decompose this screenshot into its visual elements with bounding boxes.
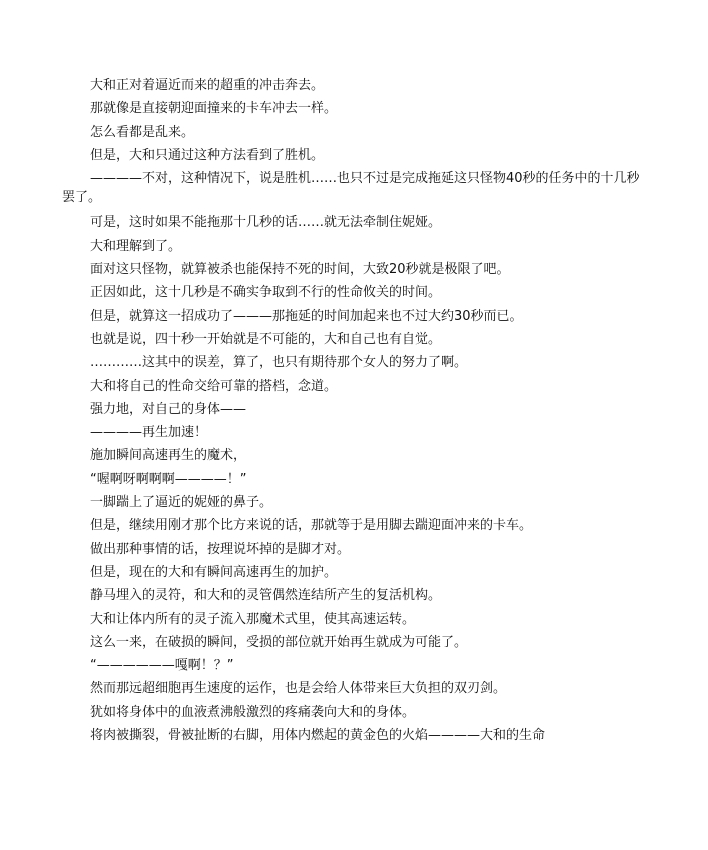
paragraph: 强力地，对自己的身体—— xyxy=(90,401,247,417)
paragraph: 正因如此，这十几秒是不确实争取到不行的性命攸关的时间。 xyxy=(90,285,442,301)
paragraph: 一脚踹上了逼近的妮娅的鼻子。 xyxy=(90,495,273,511)
paragraph: 但是，继续用刚才那个比方来说的话，那就等于是用脚去踹迎面冲来的卡车。 xyxy=(90,518,533,534)
paragraph: 大和将自己的性命交给可靠的搭档，念道。 xyxy=(90,378,338,394)
paragraph: 这么一来，在破损的瞬间，受损的部位就开始再生就成为可能了。 xyxy=(90,634,468,650)
paragraph: 犹如将身体中的血液煮沸般激烈的疼痛袭向大和的身体。 xyxy=(90,704,416,720)
paragraph: 面对这只怪物，就算被杀也能保持不死的时间，大致20秒就是极限了吧。 xyxy=(90,262,510,278)
paragraph: 那就像是直接朝迎面撞来的卡车冲去一样。 xyxy=(90,101,338,117)
paragraph: ————不对，这种情况下，说是胜机……也只不过是完成拖延这只怪物40秒的任务中的十几秒罢了。 xyxy=(62,171,640,206)
paragraph: 可是，这时如果不能拖那十几秒的话……就无法牵制住妮娅。 xyxy=(90,215,442,231)
paragraph: ————再生加速！ xyxy=(90,425,208,441)
paragraph: 然而那远超细胞再生速度的运作，也是会给人体带来巨大负担的双刃剑。 xyxy=(90,681,507,697)
paragraph: “——————嘎啊！？” xyxy=(90,658,234,674)
paragraph: 但是，大和只通过这种方法看到了胜机。 xyxy=(90,147,325,163)
paragraph: 施加瞬间高速再生的魔术， xyxy=(90,448,247,464)
paragraph: 静马埋入的灵符，和大和的灵管偶然连结所产生的复活机构。 xyxy=(90,588,442,604)
paragraph: 也就是说，四十秒一开始就是不可能的，大和自己也有自觉。 xyxy=(90,331,442,347)
paragraph: 但是，就算这一招成功了———那拖延的时间加起来也不过大约30秒而已。 xyxy=(90,308,523,324)
paragraph: “喔啊呀啊啊啊————！” xyxy=(90,471,247,487)
paragraph: 大和正对着逼近而来的超重的冲击奔去。 xyxy=(90,78,325,93)
paragraph: 将肉被撕裂，骨被扯断的右脚，用体内燃起的黄金色的火焰————大和的生命 xyxy=(90,728,546,744)
paragraph: 大和让体内所有的灵子流入那魔术式里，使其高速运转。 xyxy=(90,611,416,627)
paragraph: 怎么看都是乱来。 xyxy=(90,124,195,140)
paragraph: …………这其中的误差，算了，也只有期待那个女人的努力了啊。 xyxy=(90,355,468,371)
paragraph: 但是，现在的大和有瞬间高速再生的加护。 xyxy=(90,564,338,580)
paragraph: 做出那种事情的话，按理说坏掉的是脚才对。 xyxy=(90,541,351,557)
paragraph: 大和理解到了。 xyxy=(90,238,182,254)
